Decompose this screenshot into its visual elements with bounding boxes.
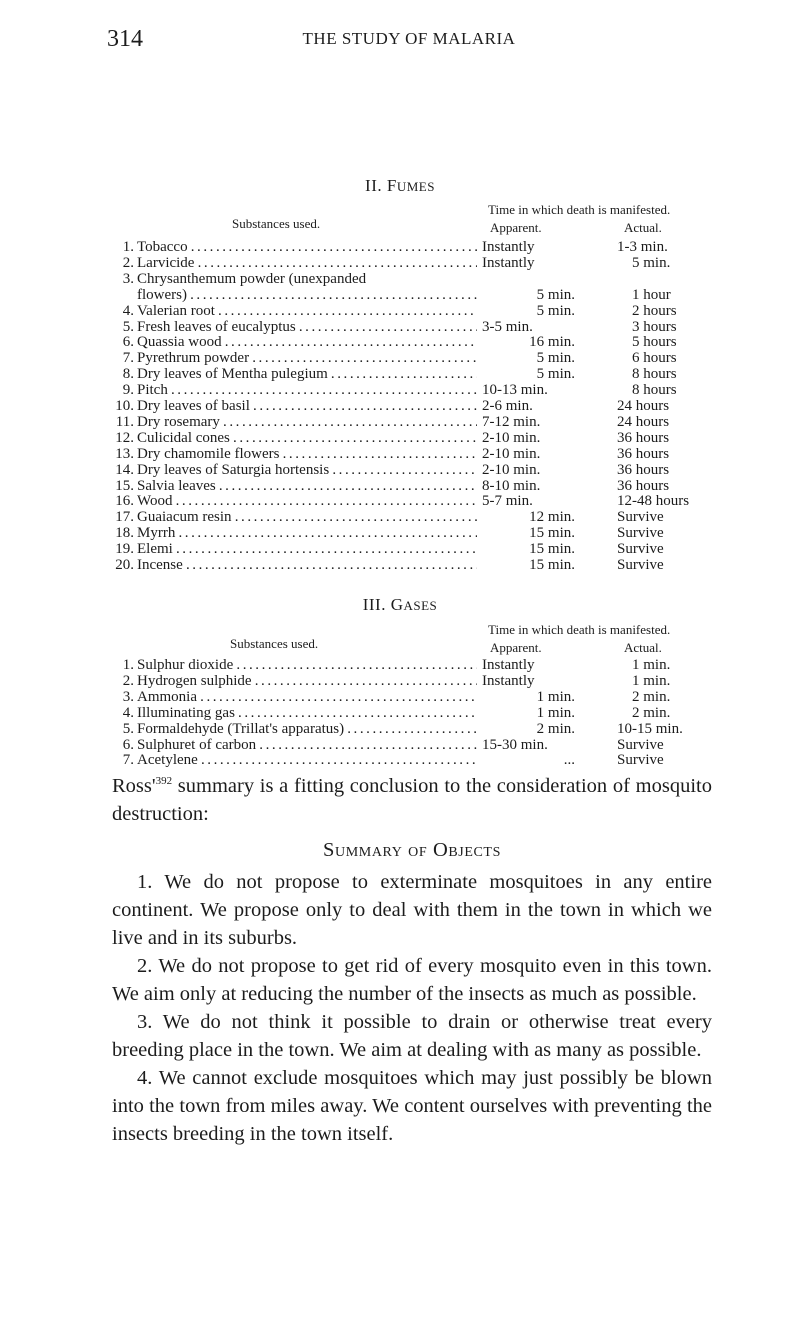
substance-name: Wood . . . <box>137 492 477 510</box>
summary-title: Summary of Objects <box>323 839 501 861</box>
row-number: 12. <box>115 429 134 446</box>
apparent-time: 5 min. <box>536 350 575 367</box>
substance-name: Culicidal cones . . . <box>137 429 477 447</box>
gases-apparent-header: Apparent. <box>490 640 542 655</box>
fumes-apparent-header: Apparent. <box>490 220 542 235</box>
row-number: 17. <box>115 509 134 526</box>
apparent-time: 15 min. <box>529 541 575 558</box>
substance-name: Salvia leaves . . . <box>137 477 477 495</box>
apparent-time: 16 min. <box>529 334 575 351</box>
substance-name: Valerian root . . . <box>137 302 477 320</box>
substance-name: Dry chamomile flowers . . . <box>137 445 477 463</box>
substance-name: Chrysanthemum powder (unexpanded <box>137 270 367 287</box>
summary-item-1: 1. We do not propose to exterminate mosquitoes in any entire continent. We propose only to deal with them in the town in which we live and in its suburbs. <box>112 871 712 949</box>
apparent-time: 1 min. <box>536 688 575 705</box>
actual-time: 36 hours <box>617 477 670 494</box>
summary-item-3: 3. We do not think it possible to drain or otherwise treat every breeding place in the town. We aim at dealing with as many as possible. <box>112 1011 712 1061</box>
apparent-time: 10-13 min. <box>482 382 548 399</box>
summary-item-4: 4. We cannot exclude mosquitoes which may just possibly be blown into the town from miles away. We content ourselves with preventing the insects breeding in the town itself. <box>112 1067 712 1145</box>
row-number: 7. <box>122 752 134 769</box>
actual-time: 5 min. <box>632 254 671 271</box>
actual-time: 2 min. <box>632 688 671 705</box>
apparent-time: 5 min. <box>536 302 575 319</box>
apparent-time: 2 min. <box>536 720 575 737</box>
fumes-row <box>112 556 712 574</box>
actual-time: 1 min. <box>632 672 671 689</box>
summary-item-2: 2. We do not propose to get rid of every mosquito even in this town. We aim only at reducing the number of the insects as much as possible. <box>112 955 712 1005</box>
apparent-time: Instantly <box>482 657 535 673</box>
actual-time: 8 hours <box>632 382 677 399</box>
substance-name: Sulphuret of carbon . . . <box>137 736 477 754</box>
apparent-time: Instantly <box>482 239 535 255</box>
row-number: 7. <box>122 350 134 367</box>
footnote-ref: 392 <box>155 775 173 788</box>
actual-time: 6 hours <box>632 350 677 367</box>
row-number: 4. <box>122 704 134 721</box>
actual-time: Survive <box>617 752 664 769</box>
substance-name: Quassia wood . . . <box>137 333 477 351</box>
substance-name: Larvicide . . . <box>137 254 477 272</box>
actual-time: 36 hours <box>617 429 670 446</box>
substance-name: flowers) . . . <box>137 286 477 304</box>
page-header <box>0 20 800 54</box>
substance-name: Dry leaves of Saturgia hortensis . . . <box>137 461 477 479</box>
actual-time: 24 hours <box>617 413 670 430</box>
substance-name: Pyrethrum powder . . . <box>137 349 477 367</box>
actual-time: 10-15 min. <box>617 720 683 737</box>
substance-name: Ammonia . . . <box>137 688 477 706</box>
row-number: 5. <box>122 318 134 335</box>
substance-name: Illuminating gas . . . <box>137 704 477 722</box>
actual-time: Survive <box>617 509 664 526</box>
row-number: 5. <box>122 720 134 737</box>
actual-time: 1 min. <box>632 657 671 673</box>
row-number: 13. <box>115 445 134 462</box>
substance-name: Sulphur dioxide . . . <box>137 656 477 674</box>
actual-time: Survive <box>617 557 664 573</box>
apparent-time: 2-6 min. <box>482 398 533 414</box>
apparent-time: 15-30 min. <box>482 736 548 753</box>
row-number: 6. <box>122 736 134 753</box>
actual-time: 2 hours <box>632 302 677 319</box>
row-number: 3. <box>122 688 134 705</box>
substance-name: Incense . . . <box>137 556 477 574</box>
row-number: 1. <box>122 239 134 255</box>
row-number: 3. <box>122 270 134 287</box>
body-text <box>112 772 712 1148</box>
row-number: 19. <box>115 541 134 558</box>
actual-time: 24 hours <box>617 398 670 414</box>
apparent-time: 15 min. <box>529 525 575 542</box>
substance-name: Formaldehyde (Trillat's apparatus) . . . <box>137 720 477 738</box>
substance-name: Acetylene . . . <box>137 751 477 769</box>
apparent-time: ... <box>563 752 575 769</box>
fumes-section-title: II. FUMES <box>365 176 435 195</box>
apparent-time: 3-5 min. <box>482 318 533 335</box>
actual-time: Survive <box>617 541 664 558</box>
row-number: 8. <box>122 366 134 383</box>
row-number: 14. <box>115 461 134 478</box>
actual-time: 1-3 min. <box>617 239 668 255</box>
running-title: THE STUDY OF MALARIA <box>302 29 516 48</box>
substance-name: Elemi . . . <box>137 540 477 558</box>
row-number: 18. <box>115 525 134 542</box>
gases-actual-header: Actual. <box>624 640 662 655</box>
actual-time: 1 hour <box>632 286 671 303</box>
substance-name: Guaiacum resin . . . <box>137 508 477 526</box>
actual-time: 3 hours <box>632 318 677 335</box>
row-number: 20. <box>115 557 134 573</box>
row-number: 6. <box>122 334 134 351</box>
gases-section-title: III. GASES <box>362 595 438 614</box>
apparent-time: 7-12 min. <box>482 413 541 430</box>
apparent-time: 8-10 min. <box>482 477 541 494</box>
row-number: 1. <box>122 657 134 673</box>
actual-time: 8 hours <box>632 366 677 383</box>
fumes-time-header: Time in which death is manifested. <box>488 202 671 217</box>
actual-time: 36 hours <box>617 445 670 462</box>
intro-paragraph: $Ross'^{392}$ summary is a fitting conclusion to the consideration of mosquito destruction: <box>112 775 712 825</box>
apparent-time: 2-10 min. <box>482 429 541 446</box>
apparent-time: 2-10 min. <box>482 445 541 462</box>
gases-row <box>112 751 712 769</box>
row-number: 16. <box>115 493 134 510</box>
actual-time: 2 min. <box>632 704 671 721</box>
row-number: 2. <box>122 672 134 689</box>
apparent-time: Instantly <box>482 254 535 271</box>
apparent-time: 2-10 min. <box>482 461 541 478</box>
substance-name: Tobacco . . . <box>137 238 477 256</box>
row-number: 10. <box>115 398 134 414</box>
fumes-actual-header: Actual. <box>624 220 662 235</box>
apparent-time: 5-7 min. <box>482 493 533 510</box>
row-number: 2. <box>122 254 134 271</box>
substance-name: Fresh leaves of eucalyptus . . . <box>137 318 477 336</box>
apparent-time: 1 min. <box>536 704 575 721</box>
row-number: 4. <box>122 302 134 319</box>
substance-name: Hydrogen sulphide . . . <box>137 672 477 690</box>
actual-time: 5 hours <box>632 334 677 351</box>
actual-time: Survive <box>617 736 664 753</box>
gases-substances-header: Substances used. <box>230 636 319 651</box>
page-number: 314 <box>107 26 143 52</box>
actual-time: 12-48 hours <box>617 493 690 510</box>
row-number: 15. <box>115 477 134 494</box>
apparent-time: 5 min. <box>536 286 575 303</box>
apparent-time: 5 min. <box>536 366 575 383</box>
actual-time: 36 hours <box>617 461 670 478</box>
apparent-time: 12 min. <box>529 509 575 526</box>
apparent-time: Instantly <box>482 672 535 689</box>
substance-name: Dry rosemary . . . <box>137 413 477 431</box>
gases-time-header: Time in which death is manifested. <box>488 622 671 637</box>
substance-name: Pitch . . . <box>137 381 477 399</box>
row-number: 11. <box>115 413 134 430</box>
row-number: 9. <box>122 382 134 399</box>
substance-name: Myrrh . . . <box>137 524 477 542</box>
fumes-substances-header: Substances used. <box>232 216 321 231</box>
substance-name: Dry leaves of Mentha pulegium . . . <box>137 365 477 383</box>
apparent-time: 15 min. <box>529 557 575 573</box>
substance-name: Dry leaves of basil . . . <box>137 397 477 415</box>
actual-time: Survive <box>617 525 664 542</box>
